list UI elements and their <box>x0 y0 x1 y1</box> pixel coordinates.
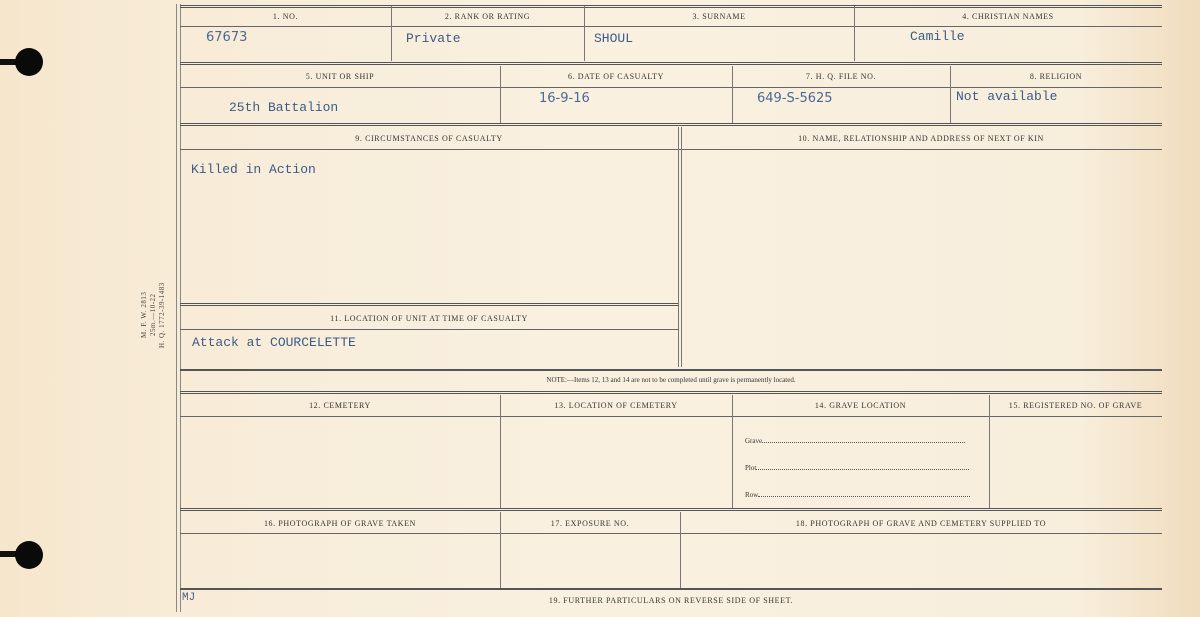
field-label-rank: 2. RANK OR RATING <box>444 12 531 21</box>
field-label-photo-taken: 16. PHOTOGRAPH OF GRAVE TAKEN <box>263 519 417 528</box>
footer-note: 19. FURTHER PARTICULARS ON REVERSE SIDE OF SHEET. <box>548 596 794 605</box>
column-divider <box>950 66 951 123</box>
field-value-no[interactable]: 67673 <box>206 30 248 45</box>
column-divider <box>854 6 855 61</box>
field-label-christian-names: 4. CHRISTIAN NAMES <box>962 12 1054 21</box>
field-value-rank[interactable]: Private <box>406 31 461 46</box>
rule <box>180 369 1162 371</box>
form-print-code <box>140 270 180 360</box>
field-value-location-unit[interactable]: Attack at COURCELETTE <box>192 335 356 350</box>
column-divider <box>584 6 585 61</box>
row-dotted-line <box>758 496 970 497</box>
field-label-religion: 8. RELIGION <box>1029 72 1083 81</box>
field-label-next-of-kin: 10. NAME, RELATIONSHIP AND ADDRESS OF NEXT OF KIN <box>798 134 1044 143</box>
column-divider <box>678 127 679 367</box>
rule <box>180 303 678 306</box>
column-divider <box>989 395 990 508</box>
binder-hole-top <box>15 48 43 76</box>
field-value-surname[interactable]: SHOUL <box>594 31 634 46</box>
plot-line[interactable] <box>745 464 969 472</box>
rule <box>180 26 1162 27</box>
field-label-cemetery-location: 13. LOCATION OF CEMETERY <box>554 401 678 410</box>
rule <box>180 62 1162 65</box>
field-label-hq-file: 7. H. Q. FILE NO. <box>805 72 877 81</box>
field-value-christian-names[interactable]: Camille <box>910 29 965 44</box>
print-code-line: H. Q. 1772-39-1483 <box>158 282 166 348</box>
rule <box>180 508 1162 511</box>
column-divider <box>732 395 733 508</box>
field-label-circumstances: 9. CIRCUMSTANCES OF CASUALTY <box>355 134 503 143</box>
plot-label: Plot <box>745 464 757 472</box>
field-label-date: 6. DATE OF CASUALTY <box>567 72 664 81</box>
field-label-no: 1. NO. <box>272 12 299 21</box>
column-divider <box>681 127 682 367</box>
rule <box>180 149 1162 150</box>
rule <box>180 87 1162 88</box>
field-value-hq-file[interactable]: 649-S-5625 <box>757 91 833 106</box>
row-line[interactable] <box>745 491 970 499</box>
field-label-unit: 5. UNIT OR SHIP <box>305 72 375 81</box>
print-code-line: 25m.—10-22 <box>149 293 157 337</box>
row-label: Row <box>745 491 759 499</box>
rule <box>180 416 1162 417</box>
grave-line[interactable] <box>745 437 965 445</box>
plot-dotted-line <box>756 469 969 470</box>
column-divider <box>500 512 501 588</box>
column-divider <box>391 6 392 61</box>
binder-hole-bottom <box>15 541 43 569</box>
rule <box>180 5 1162 8</box>
field-label-registered-no: 15. REGISTERED NO. OF GRAVE <box>1008 401 1143 410</box>
rule <box>180 588 1162 590</box>
rule <box>180 123 1162 126</box>
footer-initials: MJ <box>182 592 196 604</box>
field-value-religion[interactable]: Not available <box>956 89 1058 104</box>
column-divider <box>732 66 733 123</box>
field-label-photo-supplied: 18. PHOTOGRAPH OF GRAVE AND CEMETERY SUPPLIED TO <box>795 519 1047 528</box>
field-value-date[interactable]: 16-9-16 <box>539 91 590 106</box>
column-divider <box>500 66 501 123</box>
field-value-unit[interactable]: 25th Battalion <box>229 100 339 115</box>
rule <box>180 391 1162 394</box>
grave-label: Grave <box>745 437 763 445</box>
note-text: NOTE:—Items 12, 13 and 14 are not to be completed until grave is permanently located. <box>546 376 796 384</box>
field-value-circumstances[interactable]: Killed in Action <box>191 162 316 177</box>
field-label-exposure-no: 17. EXPOSURE NO. <box>550 519 630 528</box>
field-label-grave-location: 14. GRAVE LOCATION <box>814 401 907 410</box>
column-divider <box>680 512 681 588</box>
grave-dotted-line <box>762 442 965 443</box>
field-label-location-unit: 11. LOCATION OF UNIT AT TIME OF CASUALTY <box>330 314 528 323</box>
field-label-cemetery: 12. CEMETERY <box>309 401 371 410</box>
field-label-surname: 3. SURNAME <box>692 12 746 21</box>
print-code-line: M. F. W. 2813 <box>140 291 148 339</box>
rule <box>180 533 1162 534</box>
column-divider <box>500 395 501 508</box>
rule <box>180 329 678 330</box>
